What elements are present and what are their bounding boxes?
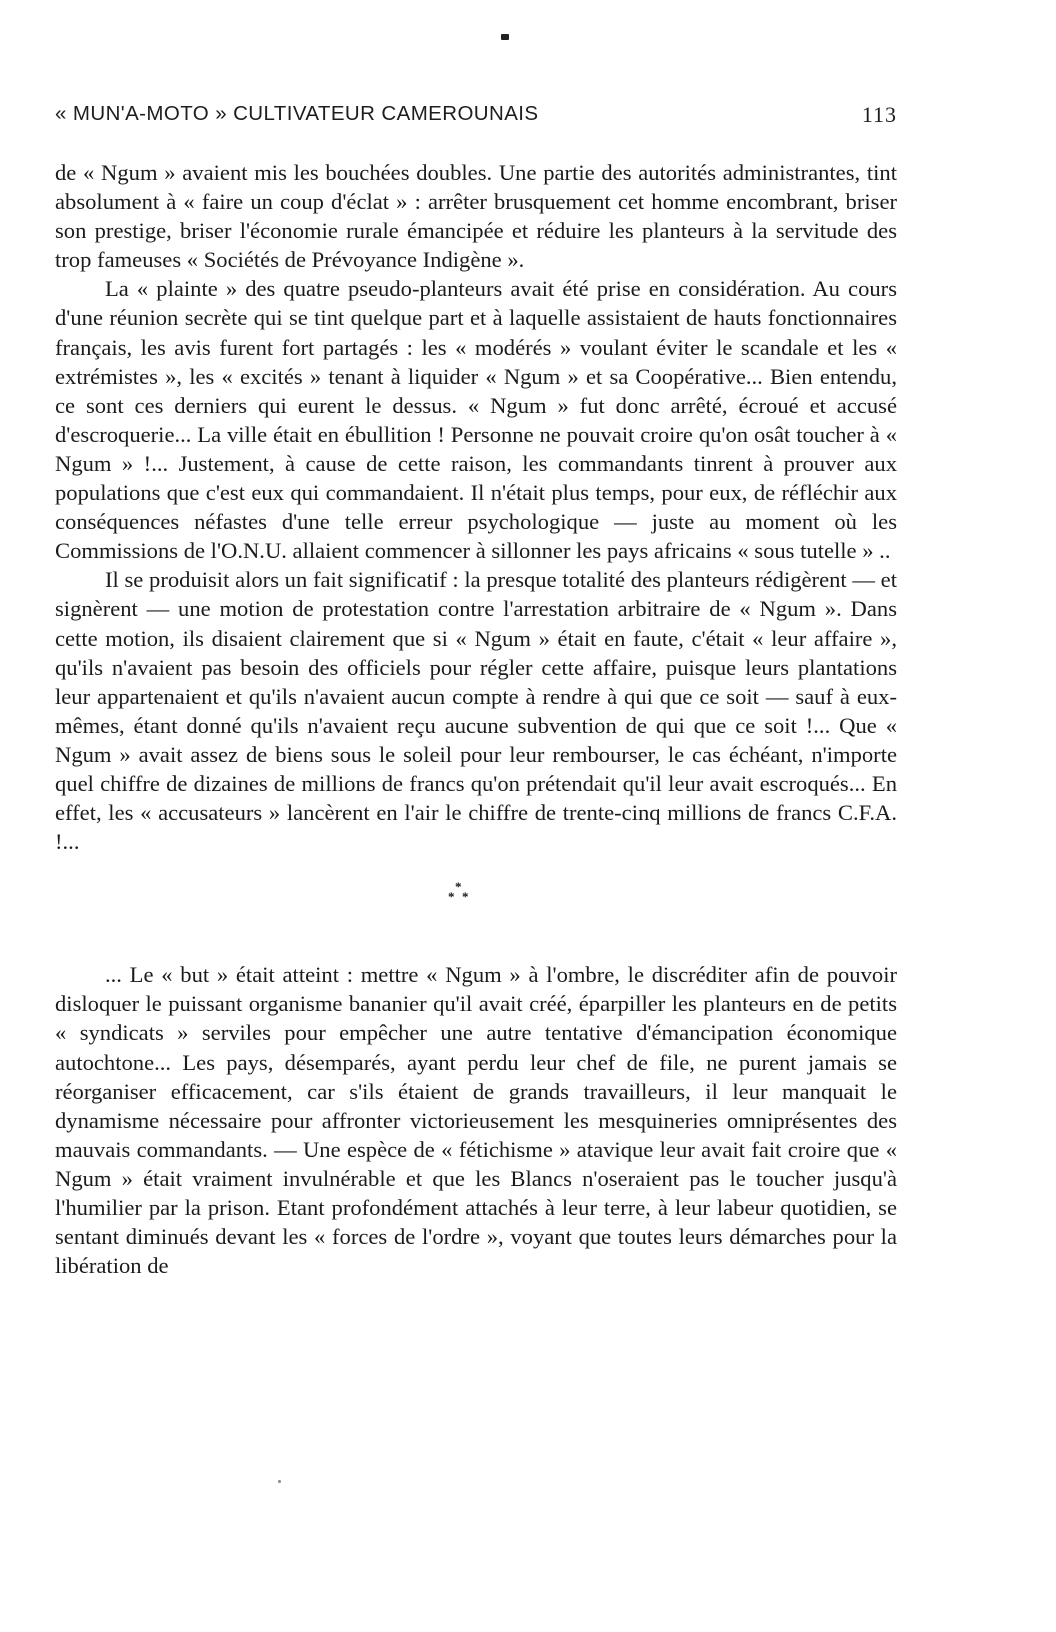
- paragraph-continuation: de « Ngum » avaient mis les bouchées doubles. Une partie des autorités administrantes, tint absolument à « faire un coup d'éclat » : arrêter brusquement cet homme encombrant, briser son prestige, briser l'économie rurale émancipée et réduire les planteurs à la servitude des trop fameuses « Sociétés de Prévoyance Indigène ».: [55, 160, 897, 273]
- paragraph-motion: Il se produisit alors un fait significatif : la presque totalité des planteurs rédigèrent — et signèrent — une motion de protestation contre l'arrestation arbitraire de « Ngum ». Dans cette motion, ils disaient clairement que si « Ngum » était en faute, c'était « leur affaire », qu'ils n'avaient pas besoin des officiels pour régler cette affaire, puisque leurs plantations leur appartenaient et qu'ils n'avaient aucun compte à rendre à qui que ce soit — sauf à eux-mêmes, étant donné qu'ils n'avaient reçu aucune subvention de qui que ce soit !... Que « Ngum » avait assez de biens sous le soleil pour leur rembourser, le cas échéant, n'importe quel chiffre de dizaines de millions de francs qu'on prétendait qu'il leur avait escroqués... En effet, les « accusateurs » lancèrent en l'air le chiffre de trente-cinq millions de francs C.F.A. !...: [55, 567, 897, 855]
- paragraph-plainte: La « plainte » des quatre pseudo-planteurs avait été prise en considération. Au cours d'une réunion secrète qui se tint quelque part et à laquelle assistaient de hauts fonctionnaires français, les avis furent fort partagés : les « modérés » voulant éviter le scandale et les « extrémistes », les « excités » tenant à liquider « Ngum » et sa Coopérative... Bien entendu, ce sont ces derniers qui eurent le dessus. « Ngum » fut donc arrêté, écroué et accusé d'escroquerie... La ville était en ébullition ! Personne ne pouvait croire qu'on osât toucher à « Ngum » !... Justement, à cause de cette raison, les commandants tinrent à prouver aux populations que c'est eux qui commandaient. Il n'était plus temps, pour eux, de réfléchir aux conséquences néfastes d'une telle erreur psychologique — juste au moment où les Commissions de l'O.N.U. allaient commencer à sillonner les pays africains « sous tutelle » ..: [55, 276, 897, 564]
- print-mark: [501, 34, 509, 40]
- body-text: [55, 158, 897, 1280]
- running-title: « MUN'A-MOTO » CULTIVATEUR CAMEROUNAIS: [55, 102, 539, 125]
- asterism-star: *: [455, 879, 462, 895]
- print-speck: [278, 1480, 281, 1483]
- asterism-star: *: [462, 889, 469, 905]
- asterism-star: *: [448, 889, 455, 905]
- page-header: [55, 102, 897, 132]
- paragraph-but-atteint: ... Le « but » était atteint : mettre « Ngum » à l'ombre, le discréditer afin de pouvoir disloquer le puissant organisme bananier qu'il avait créé, éparpiller les planteurs en de petits « syndicats » serviles pour empêcher une autre tentative d'émancipation économique autochtone... Les pays, désemparés, ayant perdu leur chef de file, ne purent jamais se réorganiser efficacement, car s'ils étaient de grands travailleurs, il leur manquait le dynamisme nécessaire pour affronter victorieusement les mesquineries omniprésentes des mauvais commandants. — Une espèce de « fétichisme » atavique leur avait fait croire que « Ngum » était vraiment invulnérable et que les Blancs n'oseraient pas le toucher jusqu'à l'humilier par la prison. Etant profondément attachés à leur terre, à leur labeur quotidien, se sentant diminués devant les « forces de l'ordre », voyant que toutes leurs démarches pour la libération de: [55, 962, 897, 1279]
- page-number: 113: [861, 102, 897, 127]
- section-separator: [55, 856, 897, 960]
